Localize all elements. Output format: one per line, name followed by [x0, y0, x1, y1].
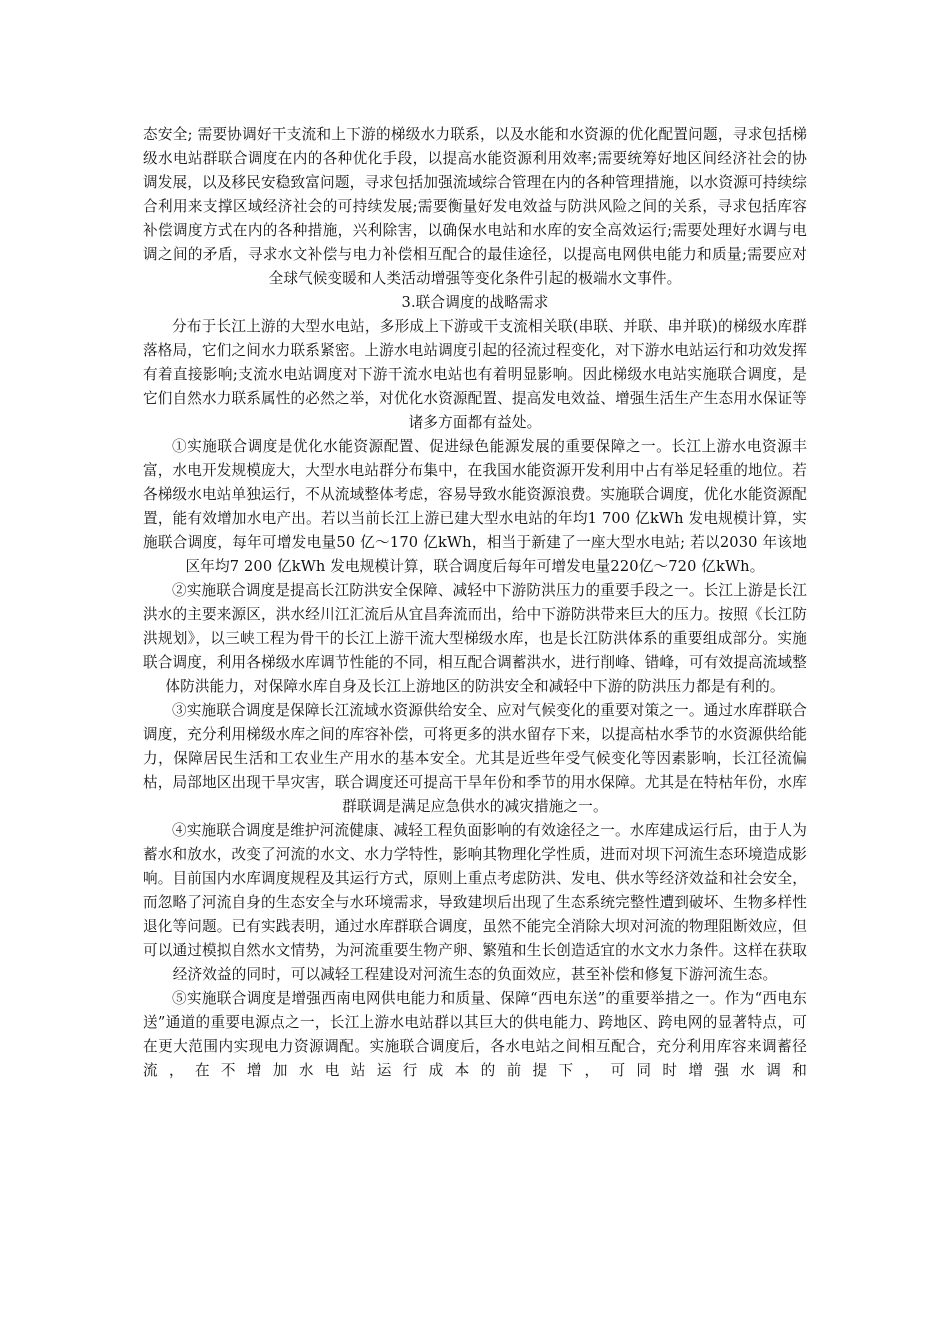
section-heading: 3.联合调度的战略需求: [401, 294, 549, 311]
document-body: [143, 123, 807, 1083]
paragraph-point-4: ④实施联合调度是维护河流健康、减轻工程负面影响的有效途径之一。水库建成运行后，由于人为蓄水和放水，改变了河流的水文、水力学特性，影响其物理化学性质，进而对坝下河流生态环境造成影响。目前国内水库调度规程及其运行方式，原则上重点考虑防洪、发电、供水等经济效益和社会安全，而忽略了河流自身的生态安全与水环境需求，导致建坝后出现了生态系统完整性遭到破坏、生物多样性退化等问题。已有实践表明，通过水库群联合调度，虽然不能完全消除大坝对河流的物理阻断效应，但可以通过模拟自然水文情势，为河流重要生物产卵、繁殖和生长创造适宜的水文水力条件。这样在获取经济效益的同时，可以减轻工程建设对河流生态的负面效应，甚至补偿和修复下游河流生态。: [143, 822, 807, 983]
paragraph-continued: 态安全; 需要协调好干支流和上下游的梯级水力联系，以及水能和水资源的优化配置问题，寻求包括梯级水电站群联合调度在内的各种优化手段，以提高水能资源利用效率;需要统筹好地区间经济社会的协调发展，以及移民安稳致富问题，寻求包括加强流域综合管理在内的各种管理措施，以水资源可持续综合利用来支撑区域经济社会的可持续发展;需要衡量好发电效益与防洪风险之间的关系，寻求包括库容补偿调度方式在内的各种措施，兴利除害，以确保水电站和水库的安全高效运行;需要处理好水调与电调之间的矛盾，寻求水文补偿与电力补偿相互配合的最佳途径，以提高电网供电能力和质量;需要应对全球气候变暖和人类活动增强等变化条件引起的极端水文事件。: [143, 126, 807, 287]
paragraph-point-5: ⑤实施联合调度是增强西南电网供电能力和质量、保障“西电东送”的重要举措之一。作为“西电东送”通道的重要电源点之一，长江上游水电站群以其巨大的供电能力、跨地区、跨电网的显著特点，可在更大范围内实现电力资源调配。实施联合调度后，各水电站之间相互配合，充分利用库容来调蓄径流，在不增加水电站运行成本的前提下，可同时增强水调和: [143, 990, 807, 1079]
paragraph-intro: 分布于长江上游的大型水电站，多形成上下游或干支流相关联(串联、并联、串并联)的梯级水库群落格局，它们之间水力联系紧密。上游水电站调度引起的径流过程变化，对下游水电站运行和功效发挥有着直接影响;支流水电站调度对下游干流水电站也有着明显影响。因此梯级水电站实施联合调度，是它们自然水力联系属性的必然之举，对优化水资源配置、提高发电效益、增强生活生产生态用水保证等诸多方面都有益处。: [143, 318, 807, 431]
paragraph-point-3: ③实施联合调度是保障长江流域水资源供给安全、应对气候变化的重要对策之一。通过水库群联合调度，充分利用梯级水库之间的库容补偿，可将更多的洪水留存下来，以提高枯水季节的水资源供给能力，保障居民生活和工农业生产用水的基本安全。尤其是近些年受气候变化等因素影响，长江径流偏枯，局部地区出现干旱灾害，联合调度还可提高干旱年份和季节的用水保障。尤其是在特枯年份，水库群联调是满足应急供水的减灾措施之一。: [143, 702, 807, 815]
paragraph-point-2: ②实施联合调度是提高长江防洪安全保障、减轻中下游防洪压力的重要手段之一。长江上游是长江洪水的主要来源区，洪水经川江汇流后从宜昌奔流而出，给中下游防洪带来巨大的压力。按照《长江防洪规划》，以三峡工程为骨干的长江上游干流大型梯级水库，也是长江防洪体系的重要组成部分。实施联合调度，利用各梯级水库调节性能的不同，相互配合调蓄洪水，进行削峰、错峰，可有效提高流域整体防洪能力，对保障水库自身及长江上游地区的防洪安全和减轻中下游的防洪压力都是有利的。: [143, 582, 807, 695]
paragraph-point-1: ①实施联合调度是优化水能资源配置、促进绿色能源发展的重要保障之一。长江上游水电资源丰富，水电开发规模庞大，大型水电站群分布集中，在我国水能资源开发利用中占有举足轻重的地位。若各梯级水电站单独运行，不从流域整体考虑，容易导致水能资源浪费。实施联合调度，优化水能资源配置，能有效增加水电产出。若以当前长江上游已建大型水电站的年均1 700 亿kWh 发电规模计算，实施联合调度，每年可增发电量50 亿～170 亿kWh，相当于新建了一座大型水电站; 若以2030 年该地区年均7 200 亿kWh 发电规模计算，联合调度后每年可增发电量220亿～720 亿kWh。: [143, 438, 807, 575]
